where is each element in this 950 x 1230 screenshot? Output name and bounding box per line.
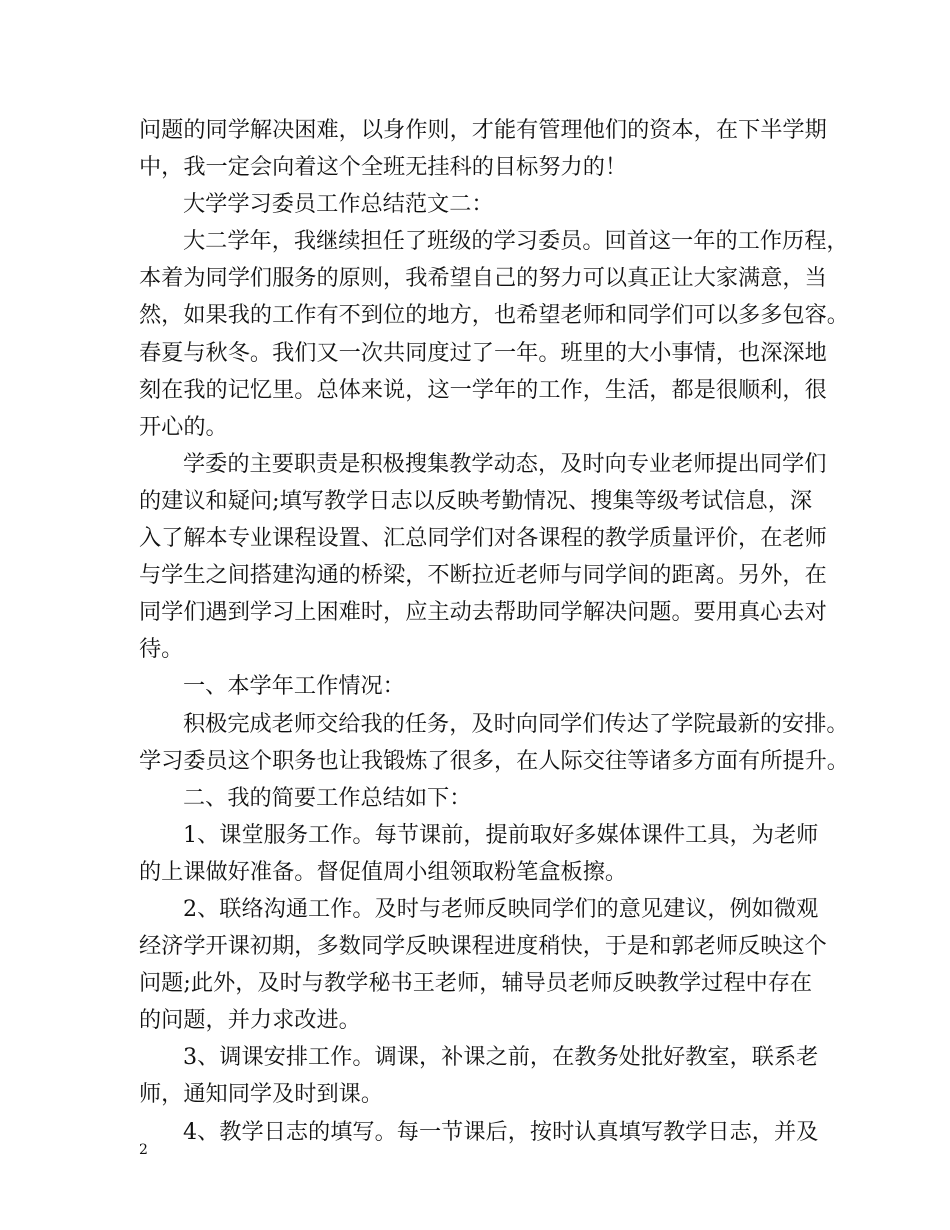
paragraph — [139, 112, 829, 186]
text-line: 然，如果我的工作有不到位的地方，也希望老师和同学们可以多多包容。 — [139, 302, 849, 329]
text-line: 1、课堂服务工作。每节课前，提前取好多媒体课件工具，为老师 — [183, 821, 819, 848]
paragraph — [139, 891, 829, 1039]
text-line: 与学生之间搭建沟通的桥梁，不断拉近老师与同学间的距离。另外，在 — [139, 562, 827, 589]
paragraph — [139, 186, 829, 223]
text-line: 4、教学日志的填写。每一节课后，按时认真填写教学日志，并及 — [183, 1118, 819, 1145]
paragraph — [139, 1039, 829, 1113]
text-line: 问题的同学解决困难，以身作则，才能有管理他们的资本，在下半学期 — [139, 117, 827, 143]
document-body — [139, 112, 849, 1151]
text-line: 入了解本专业课程设置、汇总同学们对各课程的教学质量评价，在老师 — [139, 525, 827, 552]
paragraph — [139, 223, 849, 446]
text-line: 大学学习委员工作总结范文二： — [183, 191, 494, 218]
paragraph — [139, 1114, 829, 1151]
text-line: 春夏与秋冬。我们又一次共同度过了一年。班里的大小事情，也深深地 — [139, 339, 827, 366]
text-line: 开心的。 — [139, 413, 228, 440]
paragraph — [139, 668, 829, 705]
text-line: 2、联络沟通工作。及时与老师反映同学们的意见建议，例如微观 — [183, 895, 819, 922]
text-line: 待。 — [139, 636, 184, 663]
text-line: 积极完成老师交给我的任务，及时向同学们传达了学院最新的安排。 — [183, 710, 849, 737]
text-line: 刻在我的记忆里。总体来说，这一学年的工作，生活，都是很顺利，很 — [139, 376, 827, 403]
paragraph — [139, 706, 849, 780]
paragraph — [139, 780, 829, 817]
text-line: 大二学年，我继续担任了班级的学习委员。回首这一年的工作历程， — [183, 228, 849, 255]
text-line: 学委的主要职责是积极搜集教学动态，及时向专业老师提出同学们 — [183, 450, 827, 477]
text-line: 师，通知同学及时到课。 — [139, 1081, 384, 1108]
text-line: 二、我的简要工作总结如下： — [183, 784, 472, 811]
text-line: 学习委员这个职务也让我锻炼了很多，在人际交往等诸多方面有所提升。 — [139, 747, 849, 774]
text-line: 经济学开课初期，多数同学反映课程进度稍快，于是和郭老师反映这个 — [139, 933, 827, 960]
paragraph — [139, 817, 829, 891]
text-line: 的建议和疑问;填写教学日志以反映考勤情况、搜集等级考试信息，深 — [139, 487, 813, 514]
text-line: 中，我一定会向着这个全班无挂科的目标努力的！ — [139, 154, 628, 181]
text-line: 的问题，并力求改进。 — [139, 1007, 361, 1034]
text-line: 同学们遇到学习上困难时，应主动去帮助同学解决问题。要用真心去对 — [139, 599, 827, 626]
text-line: 的上课做好准备。督促值周小组领取粉笔盒板擦。 — [139, 858, 628, 885]
page-number: 2 — [139, 1142, 148, 1158]
text-line: 3、调课安排工作。调课，补课之前，在教务处批好教室，联系老 — [183, 1044, 819, 1071]
text-line: 一、本学年工作情况： — [183, 673, 405, 700]
text-line: 问题;此外，及时与教学秘书王老师，辅导员老师反映教学过程中存在 — [139, 970, 813, 997]
text-line: 本着为同学们服务的原则，我希望自己的努力可以真正让大家满意，当 — [139, 265, 827, 292]
paragraph — [139, 446, 829, 669]
